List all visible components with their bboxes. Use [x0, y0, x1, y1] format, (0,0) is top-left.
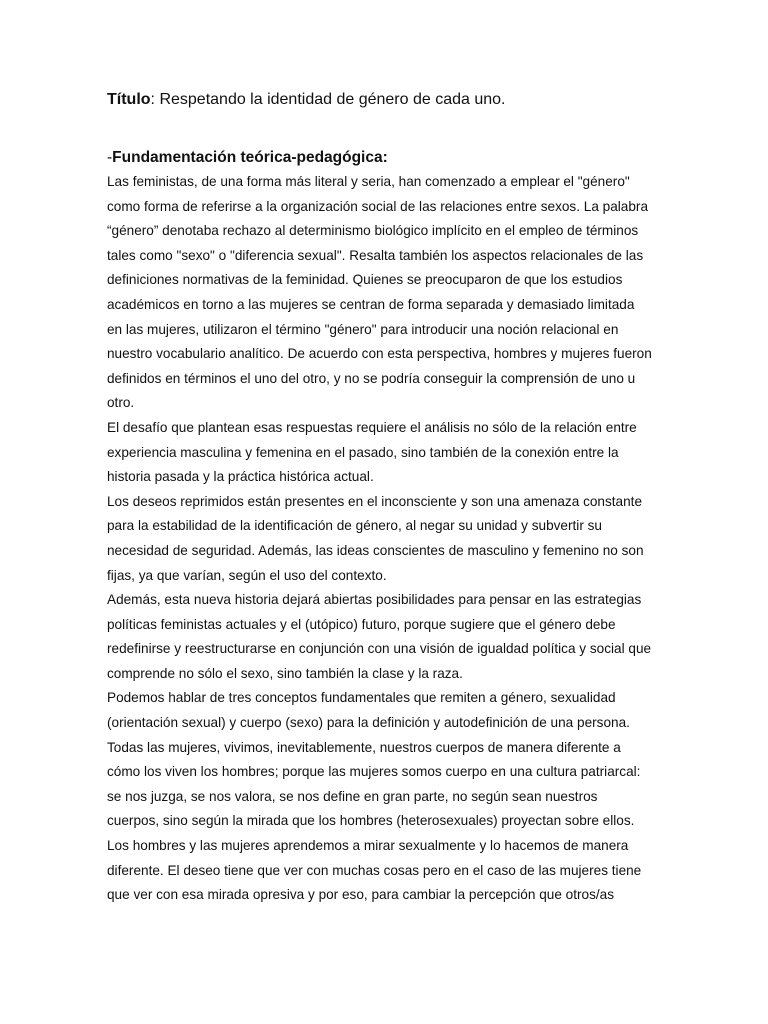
text-line: en las mujeres, utilizaron el término "género" para introducir una noción relacional en: [107, 321, 619, 337]
text-line: Los hombres y las mujeres aprendemos a mirar sexualmente y lo hacemos de manera: [107, 838, 629, 854]
text-line: cuerpos, sino según la mirada que los hombres (heterosexuales) proyectan sobre ellos.: [107, 813, 635, 829]
text-line: redefinirse y reestructurarse en conjunción con una visión de igualdad política y social que: [107, 641, 652, 657]
title-text: Respetando la identidad de género de cada uno.: [155, 91, 506, 108]
text-line: Las feministas, de una forma más literal y seria, han comenzado a emplear el "género": [107, 174, 630, 189]
text-line: académicos en torno a las mujeres se centran de forma separada y demasiado limitada: [107, 296, 635, 312]
text-line: “género” denotaba rechazo al determinismo biológico implícito en el empleo de términos: [107, 223, 639, 239]
title-label: Título: [107, 91, 151, 108]
text-line: comprende no sólo el sexo, sino también la clase y la raza.: [107, 665, 463, 681]
title-separator: :: [150, 91, 155, 108]
text-line: historia pasada y la práctica histórica actual.: [107, 469, 374, 485]
text-line: para la estabilidad de la identificación de género, al negar su unidad y subvertir su: [107, 518, 602, 534]
body-paragraphs: [107, 170, 667, 908]
text-line: necesidad de seguridad. Además, las ideas conscientes de masculino y femenino no son: [107, 542, 644, 558]
text-line: cómo los viven los hombres; porque las mujeres somos cuerpo en una cultura patriarcal:: [107, 764, 641, 780]
text-line: Además, esta nueva historia dejará abiertas posibilidades para pensar en las estrategias: [107, 592, 642, 608]
document-title: [107, 89, 506, 111]
heading-text: Fundamentación teórica-pedagógica:: [112, 149, 388, 166]
text-line: experiencia masculina y femenina en el pasado, sino también de la conexión entre la: [107, 444, 619, 460]
text-line: (orientación sexual) y cuerpo (sexo) para la definición y autodefinición de una persona.: [107, 715, 630, 731]
text-line: Todas las mujeres, vivimos, inevitablemente, nuestros cuerpos de manera diferente a: [107, 739, 621, 755]
text-line: se nos juzga, se nos valora, se nos define en gran parte, no según sean nuestros: [107, 788, 598, 804]
text-line: diferente. El deseo tiene que ver con muchas cosas pero en el caso de las mujeres tiene: [107, 862, 642, 878]
text-line: otro.: [107, 395, 135, 411]
text-line: políticas feministas actuales y el (utópico) futuro, porque sugiere que el género debe: [107, 616, 616, 632]
text-line: como forma de referirse a la organización social de las relaciones entre sexos. La palabra: [107, 198, 649, 214]
text-line: Podemos hablar de tres conceptos fundamentales que remiten a género, sexualidad: [107, 690, 616, 706]
text-line: que ver con esa mirada opresiva y por eso, para cambiar la percepción que otros/as: [107, 887, 615, 903]
section-heading: [107, 147, 388, 169]
text-line: El desafío que plantean esas respuestas requiere el análisis no sólo de la relación entre: [107, 419, 637, 435]
text-line: fijas, ya que varían, según el uso del contexto.: [107, 567, 387, 583]
text-line: Los deseos reprimidos están presentes en el inconsciente y son una amenaza constante: [107, 493, 643, 509]
text-line: definiciones normativas de la feminidad. Quienes se preocuparon de que los estudios: [107, 272, 623, 288]
text-line: definidos en términos el uno del otro, y no se podría conseguir la comprensión de uno u: [107, 370, 636, 386]
text-line: tales como "sexo" o "diferencia sexual". Resalta también los aspectos relacionales de las: [107, 247, 644, 263]
heading-prefix: -: [107, 149, 113, 166]
text-line: nuestro vocabulario analítico. De acuerdo con esta perspectiva, hombres y mujeres fueron: [107, 346, 652, 362]
